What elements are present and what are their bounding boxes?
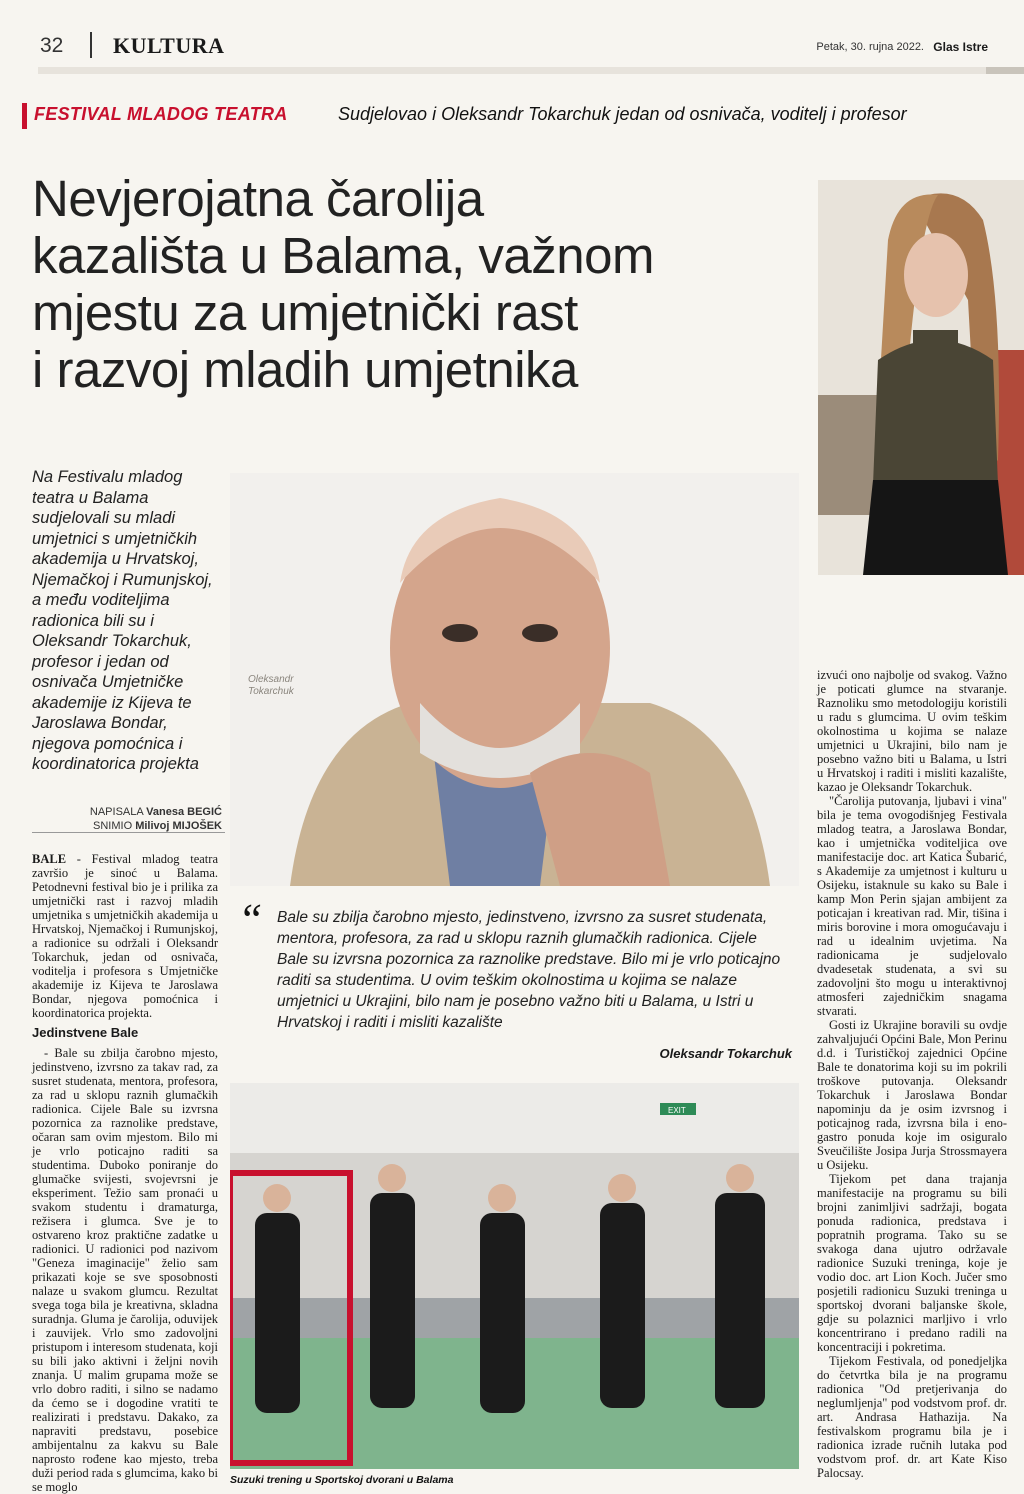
article-column-1 <box>32 852 218 1494</box>
dateline: BALE <box>32 852 67 866</box>
quote-mark-icon: “ <box>238 895 263 944</box>
kicker-text: Sudjelovao i Oleksandr Tokarchuk jedan od osnivača, voditelj i profesor <box>338 104 907 124</box>
byline-rule <box>32 832 225 833</box>
headline-line: i razvoj mladih umjetnika <box>32 341 578 398</box>
byline-photo-label: SNIMIO <box>93 820 133 832</box>
header-divider <box>90 32 92 58</box>
byline-photographer-name: Milivoj MIJOŠEK <box>135 820 222 832</box>
headline <box>32 170 812 398</box>
headline-line: kazališta u Balama, važnom <box>32 227 654 284</box>
article-paragraph: BALE - Festival mladog teatra završio je sinoć u Balama. Petodnevni festival bio je i prilika za umjetnički rast i razvoj mladih umjetnika s umjetničkih akademija u Hrvatskoj, Njemačkoj i Rumunjskoj, a radionice su održali i Oleksandr Tokarchuk, jedan od osnivača, voditelja i profesora s Umjetničke akademije iz Kijeva te Jaroslawa Bondar, njegova pomoćnica i koordinatorica projekta. <box>32 852 218 1020</box>
headline-line: mjestu za umjetnički rast <box>32 284 578 341</box>
subheading: Jedinstvene Bale <box>32 1025 139 1040</box>
lead-paragraph: Na Festivalu mladog teatra u Balama sudjelovali su mladi umjetnici s umjetničkih akademija u Hrvatskoj, Njemačkoj i Rumunjskoj, a među voditeljima radionica bili su i Oleksandr Tokarchuk, profesor i jedan od osnivača Umjetničke akademije iz Kijeva te Jaroslawa Bondar, njegova pomoćnica i koordinatorica projekta <box>32 468 213 773</box>
article-paragraph: "Čarolija putovanja, ljubavi i vina" bila je tema ovogodišnjeg Festivala mladog teatra, a Jaroslawa Bondar, kao i umjetnička voditeljica ove manifestacije doc. art Katica Šubarić, s Akademije za umjetnost i kulturu u Osijeku, istaknule su kako su Bale i kamp Mon Perin sjajan ambijent za poticajan i kreativan rad. Mir, tišina i miris borovine i mora omogućavaju i rad u idealnim uvjetima. Na radionicama je sudjelovalo dvadesetak studenata, a svi su zadovoljni što mogu u interaktivnoj atmosferi zajedničkim snagama stvarati. <box>817 794 1007 1018</box>
byline-author-name: Vanesa BEGIĆ <box>146 806 222 818</box>
header-rule <box>38 67 986 74</box>
gym-caption: Suzuki trening u Sportskoj dvorani u Balama <box>230 1474 454 1486</box>
kicker-label: FESTIVAL MLADOG TEATRA <box>34 104 288 124</box>
exit-sign: EXIT <box>668 1106 686 1115</box>
article-column-3 <box>817 668 1007 1480</box>
newspaper-name: Glas Istre <box>933 40 988 54</box>
article-paragraph: izvući ono najbolje od svakog. Važno je poticati glumce na stvaranje. Raznoliku smo metodologiju koristili u radu s glumcima. U ovim teškim okolnostima u kojima se nalaze umjetnici u Ukrajini, bilo nam je posebno važno biti u Balama, u Istri u Hrvatskoj i raditi i misliti kazalište, kazao je Oleksandr Tokarchuk. <box>817 668 1007 794</box>
byline-author <box>32 806 222 818</box>
article-paragraph: - Bale su zbilja čarobno mjesto, jedinstveno, izvrsno za takav rad, za susret studenata, mentora, profesora, za rad u sklopu raznih glumačkih radionica. Cijele Bale su izvrsna pozornica za raznolike predstave, očaran sam ovim mjestom. Bilo mi je vrlo poticajno raditi sa studentima. Duboko poniranje do glumačke svijesti, svojevrsni je eksperiment. Težio sam pronaći u svakom studentu i dramaturga, režisera i glumca. Sve je to ostvareno kroz praktične zadatke u radionici. U radionici pod nazivom "Geneza imaginacije" želio sam prikazati koje se sve sposobnosti nalaze u svakom glumcu. Rezultat svega toga bila je kreativna, skladna suradnja. Gluma je čarolija, oduvijek i zauvijek. Vrlo smo zadovoljni pristupom i interesom studenata, koji su bili jako aktivni i željni novih znanja. U malim grupama može se vrlo dobro raditi, i silno se nadamo da ćemo se i dogodine vratiti te realizirati i predstavu. Dakako, za napraviti predstavu, posebice ambijentalnu za kakvu su Bale naprosto rođene kao mjesto, treba duži period rada s glumcima, kako bi se moglo <box>32 1046 218 1494</box>
gym-illustration <box>230 1083 799 1469</box>
woman-photo <box>818 180 1024 575</box>
pull-quote-author: Oleksandr Tokarchuk <box>659 1046 792 1061</box>
article-paragraph: Tijekom pet dana trajanja manifestacije na programu su bili brojni zanimljivi sadržaji, bogata ponuda radionica, predstava i popratnih programa. Tako su se svakoga dana ujutro održavale radionice Suzuki treninga, koje je vodio doc. art Lion Koch. Jučer smo posjetili radionicu Suzuki treninga u sportskoj dvorani baljanske škole, gdje su polaznici marljivo i vrlo koncentrirano i predano radili na koncentraciji i pokretima. <box>817 1172 1007 1354</box>
woman-illustration <box>818 180 1024 575</box>
gym-photo <box>230 1083 799 1469</box>
byline-author-label: NAPISALA <box>89 806 144 818</box>
page-number: 32 <box>40 34 64 57</box>
kicker-bar <box>22 103 27 129</box>
portrait-caption: Oleksandr Tokarchuk <box>248 674 294 697</box>
byline-photographer <box>32 820 222 832</box>
pull-quote: Bale su zbilja čarobno mjesto, jedinstveno, izvrsno za susret studenata, mentora, profesora, za rad u sklopu raznih glumačkih radionica. Cijele Bale su izvrsna pozornica za raznolike predstave. Bilo mi je vrlo poticajno raditi sa studentima. U ovim teškim okolnostima u kojima se nalaze umjetnici u Ukrajini, bilo nam je posebno važno biti u Balama, u Istri u Hrvatskoj i raditi i misliti kazalište <box>277 909 781 1031</box>
article-paragraph: Tijekom Festivala, od ponedjeljka do četvrtka bila je na programu radionica "Od pretjerivanja do neglumljenja" pod vodstvom prof. dr. art. Andrasa Hathazija. Na festivalskom programu bila je i radionica izrade ručnih lutaka pod vodstvom prof. dr. art Kate Kiso Palocsay. <box>817 1354 1007 1480</box>
article-paragraph: Gosti iz Ukrajine boravili su ovdje zahvaljujući Općini Bale, Mon Perinu d.d. i Turističkoj zajednici Općine Bale te donatorima koji su im pokrili troškove putovanja. Oleksandr Tokarchuk i Jaroslawa Bondar napominju da je osim izvrsnog i poticajnog rada, izvrsna bila i eno-gastro ponuda koje im osiguralo Sveučilište Josipa Jurja Strossmayera u Osijeku. <box>817 1018 1007 1172</box>
section-title: KULTURA <box>113 33 225 58</box>
header-rule-corner <box>986 67 1024 74</box>
headline-line: Nevjerojatna čarolija <box>32 170 484 227</box>
issue-date: Petak, 30. rujna 2022. <box>816 41 924 53</box>
